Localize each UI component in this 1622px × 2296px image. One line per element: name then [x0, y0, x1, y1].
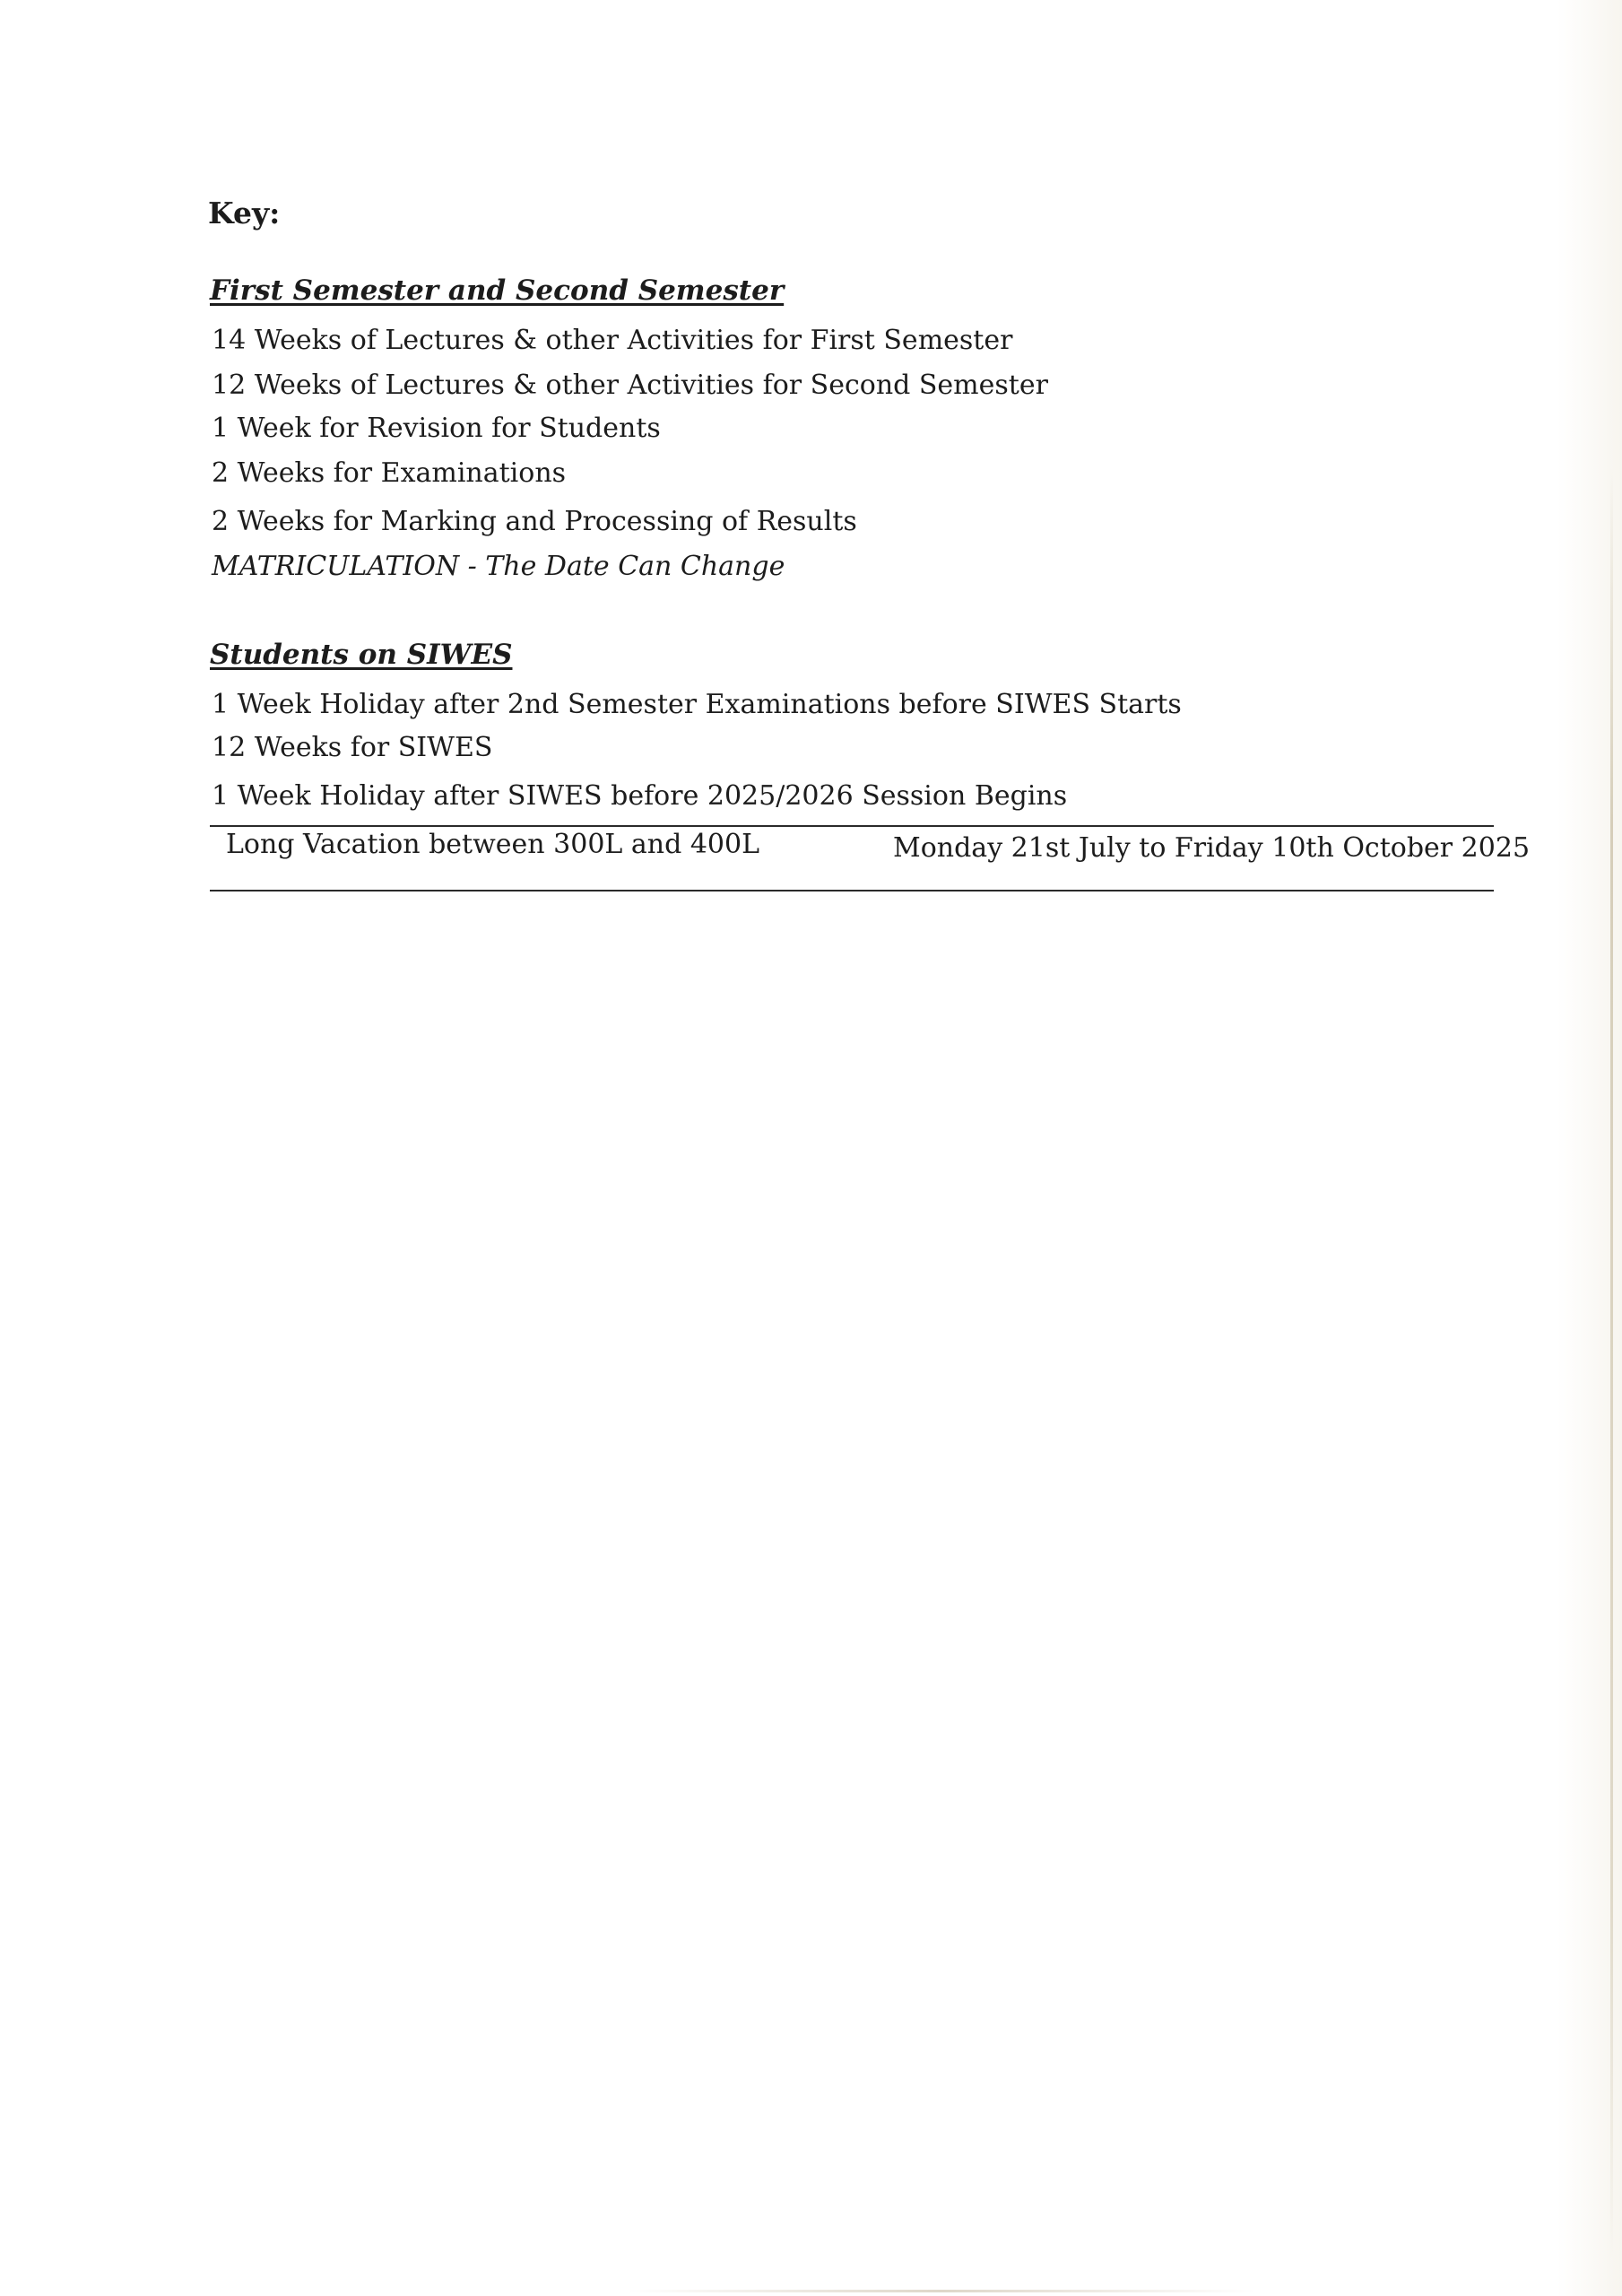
- semesters-item: 14 Weeks of Lectures & other Activities for First Semester: [212, 325, 1013, 356]
- semesters-item: 2 Weeks for Marking and Processing of Results: [212, 506, 857, 537]
- page-edge-shadow: [1610, 466, 1613, 2260]
- matriculation-note: MATRICULATION - The Date Can Change: [212, 551, 785, 582]
- semesters-item: 1 Week for Revision for Students: [212, 413, 661, 444]
- semesters-heading: First Semester and Second Semester: [210, 274, 785, 307]
- key-heading: Key:: [208, 196, 281, 230]
- siwes-item: 12 Weeks for SIWES: [212, 732, 493, 763]
- table-top-rule: [210, 825, 1494, 827]
- siwes-item: 1 Week Holiday after 2nd Semester Examinations before SIWES Starts: [212, 689, 1182, 720]
- siwes-item: 1 Week Holiday after SIWES before 2025/2026 Session Begins: [212, 780, 1068, 812]
- vacation-label: Long Vacation between 300L and 400L: [226, 829, 760, 860]
- vacation-dates: Monday 21st July to Friday 10th October 2025: [893, 832, 1531, 864]
- semesters-item: 12 Weeks of Lectures & other Activities for Second Semester: [212, 370, 1048, 401]
- table-bottom-rule: [210, 890, 1494, 891]
- page-bottom-shadow: [628, 2290, 1255, 2292]
- semesters-item: 2 Weeks for Examinations: [212, 457, 567, 489]
- siwes-heading: Students on SIWES: [210, 639, 513, 671]
